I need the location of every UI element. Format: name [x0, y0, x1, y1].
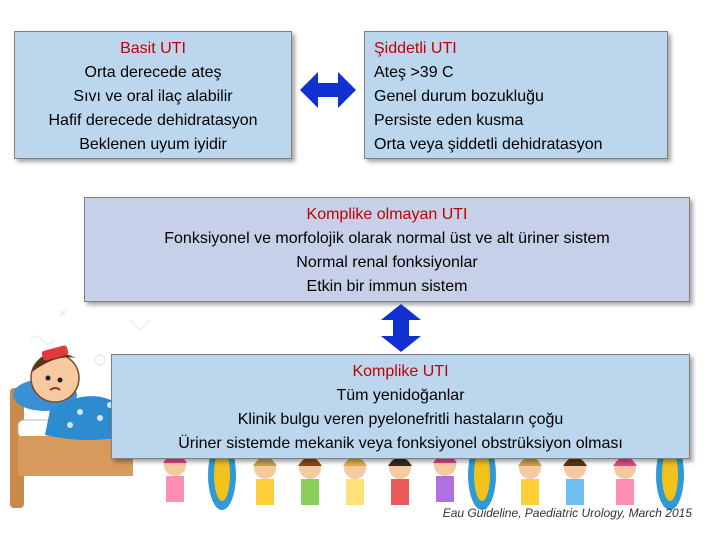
- komplike-olmayan-uti-line: Etkin bir immun sistem: [306, 278, 468, 295]
- siddetli-uti-line: Orta veya şiddetli dehidratasyon: [374, 136, 603, 153]
- basit-uti-line: Hafif derecede dehidratasyon: [48, 112, 258, 129]
- komplike-olmayan-uti-title: Komplike olmayan UTI: [306, 206, 468, 223]
- basit-uti-title: Basit UTI: [120, 40, 186, 57]
- komplike-uti-line: Klinik bulgu veren pyelonefritli hastaların çoğu: [237, 411, 564, 428]
- siddetli-uti-line: Persiste eden kusma: [374, 112, 524, 129]
- vertical-double-arrow: [379, 303, 423, 353]
- basit-uti-line: Sıvı ve oral ilaç alabilir: [73, 88, 233, 105]
- basit-uti-box: [14, 31, 292, 159]
- basit-uti-line: Orta derecede ateş: [84, 64, 222, 81]
- basit-uti-line: Beklenen uyum iyidir: [79, 136, 227, 153]
- komplike-olmayan-uti-line: Normal renal fonksiyonlar: [296, 254, 478, 271]
- komplike-uti-box: [111, 354, 690, 459]
- komplike-olmayan-uti-box: [84, 197, 690, 302]
- siddetli-uti-line: Ateş >39 C: [374, 64, 454, 81]
- siddetli-uti-box: [364, 31, 668, 159]
- citation-text: Eau Guideline, Paediatric Urology, March 2015: [442, 506, 692, 520]
- siddetli-uti-line: Genel durum bozukluğu: [374, 88, 544, 105]
- horizontal-double-arrow: [298, 68, 358, 112]
- siddetli-uti-title: Şiddetli UTI: [374, 40, 457, 57]
- komplike-uti-line: Tüm yenidoğanlar: [336, 387, 465, 404]
- komplike-uti-line: Üriner sistemde mekanik veya fonksiyonel obstrüksiyon olması: [178, 435, 623, 452]
- komplike-olmayan-uti-line: Fonksiyonel ve morfolojik olarak normal üst ve alt üriner sistem: [164, 230, 610, 247]
- komplike-uti-title: Komplike UTI: [352, 363, 449, 380]
